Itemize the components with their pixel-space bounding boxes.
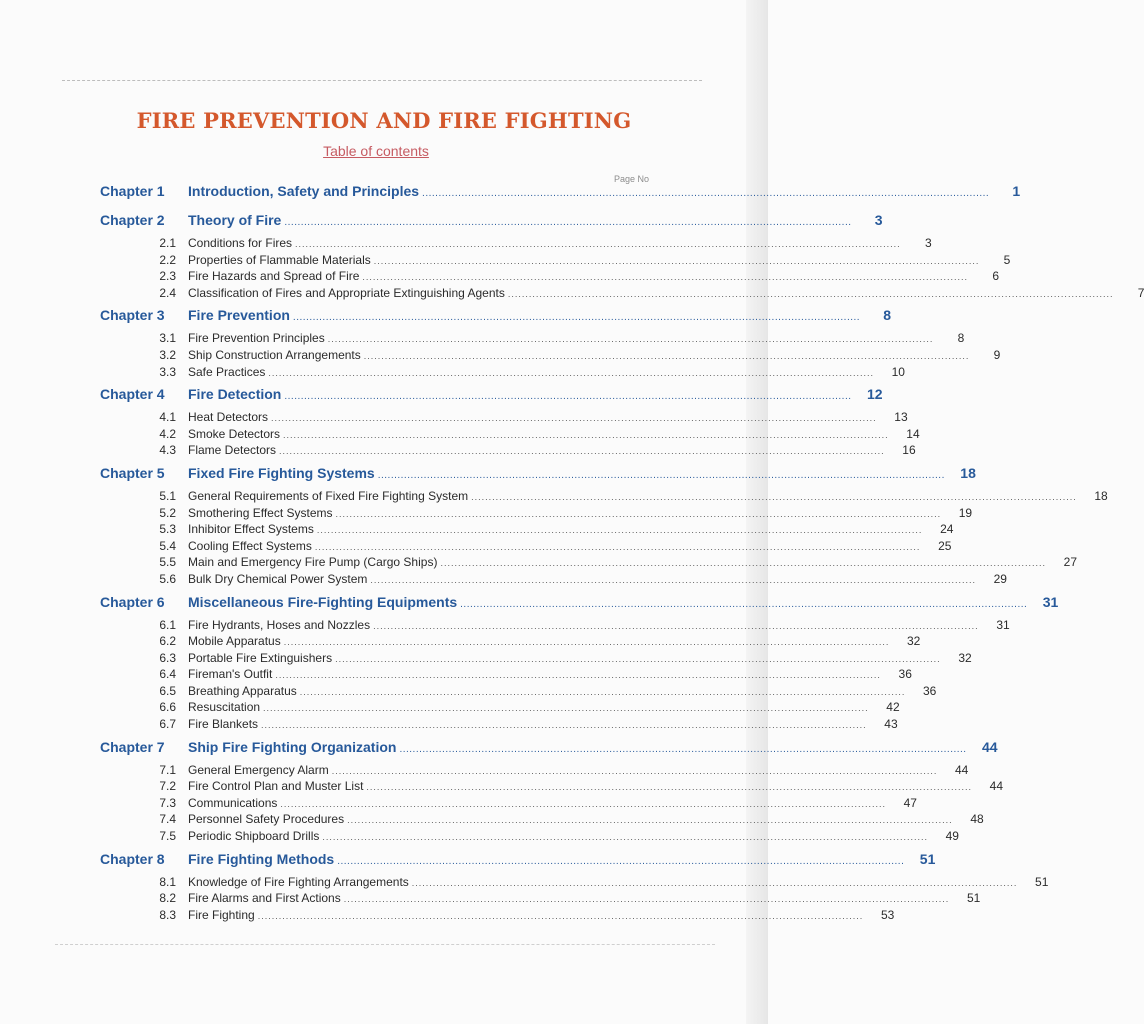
section-entry	[100, 829, 959, 846]
section-number: 8.3	[159, 907, 176, 922]
section-entry	[100, 488, 1108, 506]
dot-leader: .............................................................................................................................................................................	[284, 391, 852, 403]
section-number: 4.1	[159, 410, 176, 425]
section-entry	[100, 907, 895, 925]
section-number: 5.2	[159, 505, 176, 520]
dot-leader: .............................................................................................................................................................................	[335, 508, 942, 519]
page-number: 16	[902, 443, 916, 458]
section-entry	[100, 795, 917, 813]
chapter-entry	[100, 593, 1059, 618]
dot-leader: .............................................................................................................................................................................	[343, 894, 950, 905]
section-number: 6.5	[159, 683, 176, 698]
section-number: 3.3	[159, 364, 176, 379]
section-number: 6.7	[159, 717, 176, 732]
dot-leader: .............................................................................................................................................................................	[335, 653, 941, 664]
section-entry	[100, 874, 1049, 892]
section-title: Portable Fire Extinguishers	[188, 650, 333, 665]
dot-leader: .............................................................................................................................................................................	[471, 491, 1077, 502]
section-number: 6.3	[159, 650, 176, 665]
section-number: 2.3	[159, 269, 176, 284]
page-number: 48	[970, 812, 984, 827]
page-number: 36	[922, 683, 937, 698]
section-title: General Requirements of Fixed Fire Fighting System	[188, 488, 469, 503]
chapter-entry	[100, 850, 936, 875]
section-number: 6.1	[159, 617, 176, 632]
dot-leader: .............................................................................................................................................................................	[322, 832, 928, 843]
section-number: 4.3	[159, 443, 176, 458]
section-entry	[100, 538, 952, 556]
section-number: 7.1	[159, 762, 176, 777]
toc-heading: Table of contents	[323, 143, 429, 159]
section-title: Fire Hydrants, Hoses and Nozzles	[188, 617, 371, 632]
section-number: 5.6	[159, 571, 176, 586]
section-entry	[100, 617, 1010, 635]
dot-leader: .............................................................................................................................................................................	[284, 217, 852, 228]
page-number: 6	[992, 269, 1000, 284]
chapter-entry	[100, 738, 998, 763]
section-title: Fireman's Outfit	[188, 667, 273, 682]
section-entry	[100, 555, 1078, 572]
section-title: Properties of Flammable Materials	[188, 252, 371, 267]
section-entry	[100, 683, 937, 701]
page-number: 25	[938, 538, 952, 553]
dot-leader: .............................................................................................................................................................................	[316, 525, 923, 536]
section-title: Fire Fighting	[188, 907, 255, 922]
section-title: Periodic Shipboard Drills	[188, 829, 320, 844]
page-number: 3	[874, 212, 883, 228]
section-entry	[100, 426, 920, 444]
dot-leader: .............................................................................................................................................................................	[362, 272, 969, 283]
section-title: Classification of Fires and Appropriate Extinguishing Agents	[188, 285, 505, 300]
scan-edge-bottom	[55, 944, 715, 945]
page-number: 32	[906, 634, 921, 649]
section-number: 3.1	[159, 331, 176, 346]
section-title: Resuscitation	[188, 700, 261, 715]
section-number: 2.2	[159, 252, 176, 267]
section-entry	[100, 634, 921, 651]
section-title: Mobile Apparatus	[188, 634, 281, 649]
section-entry	[100, 347, 1001, 365]
document-title: FIRE PREVENTION AND FIRE FIGHTING	[136, 108, 632, 133]
dot-leader: .............................................................................................................................................................................	[422, 188, 990, 199]
dot-leader: .............................................................................................................................................................................	[347, 815, 953, 826]
page-number: 7	[1137, 285, 1144, 300]
page-number: 36	[898, 667, 912, 682]
page-number: 32	[958, 650, 972, 665]
chapter-number: Chapter 6	[100, 593, 165, 610]
page-number: 24	[940, 522, 954, 537]
chapter-number: Chapter 8	[100, 850, 165, 867]
section-entry	[100, 571, 1007, 589]
page-number: 49	[945, 829, 959, 844]
dot-leader: .............................................................................................................................................................................	[331, 765, 938, 776]
section-title: Breathing Apparatus	[188, 683, 297, 698]
page-number: 27	[1063, 555, 1078, 570]
section-entry	[100, 331, 965, 348]
section-entry	[100, 779, 1003, 796]
dot-leader: .............................................................................................................................................................................	[263, 703, 869, 714]
section-entry	[100, 762, 969, 780]
page-number: 44	[954, 762, 969, 777]
dot-leader: .............................................................................................................................................................................	[460, 598, 1028, 610]
section-number: 7.4	[159, 812, 176, 827]
section-entry	[100, 443, 916, 460]
dot-leader: .............................................................................................................................................................................	[279, 446, 885, 457]
page-number: 8	[957, 331, 965, 346]
section-entry	[100, 364, 905, 382]
page-number: 14	[906, 426, 920, 441]
dot-leader: .............................................................................................................................................................................	[280, 798, 886, 809]
chapter-title: Ship Fire Fighting Organization	[188, 738, 397, 755]
section-title: Heat Detectors	[188, 410, 269, 425]
chapter-entry	[100, 212, 883, 236]
page-number: 51	[966, 891, 981, 906]
dot-leader: .............................................................................................................................................................................	[275, 670, 881, 681]
dot-leader: .............................................................................................................................................................................	[411, 877, 1018, 888]
dot-leader: .............................................................................................................................................................................	[327, 334, 934, 345]
section-title: Flame Detectors	[188, 443, 277, 458]
chapter-entry	[100, 386, 883, 410]
page-number: 51	[1035, 874, 1049, 889]
section-title: Communications	[188, 795, 278, 810]
page-number: 18	[1094, 488, 1108, 503]
section-entry	[100, 505, 973, 523]
dot-leader: .............................................................................................................................................................................	[271, 413, 877, 424]
chapter-number: Chapter 1	[100, 183, 165, 199]
dot-leader: .............................................................................................................................................................................	[261, 720, 867, 731]
scan-edge-top	[62, 80, 702, 81]
dot-leader: .............................................................................................................................................................................	[257, 910, 864, 921]
section-title: Fire Blankets	[188, 717, 259, 732]
section-title: Main and Emergency Fire Pump (Cargo Ships)	[188, 555, 438, 570]
page-number: 51	[919, 850, 936, 867]
section-number: 5.1	[159, 488, 176, 503]
section-number: 3.2	[159, 347, 176, 362]
dot-leader: .............................................................................................................................................................................	[507, 288, 1114, 299]
page-number: 12	[866, 386, 883, 403]
section-entry	[100, 285, 1144, 303]
dot-leader: .............................................................................................................................................................................	[373, 255, 980, 266]
dot-leader: .............................................................................................................................................................................	[337, 855, 905, 867]
page-number: 31	[1042, 593, 1059, 610]
page-number: 5	[1003, 252, 1011, 267]
chapter-title: Miscellaneous Fire-Fighting Equipments	[188, 593, 458, 610]
section-number: 4.2	[159, 426, 176, 441]
chapter-entry	[100, 307, 892, 331]
section-number: 8.2	[159, 891, 176, 906]
page-number: 19	[958, 505, 973, 520]
section-title: Fire Alarms and First Actions	[188, 891, 341, 906]
page-number: 13	[894, 410, 908, 425]
section-entry	[100, 236, 932, 253]
section-entry	[100, 700, 900, 717]
section-title: Inhibitor Effect Systems	[188, 522, 314, 537]
section-title: Smoke Detectors	[188, 426, 281, 441]
section-title: Fire Hazards and Spread of Fire	[188, 269, 360, 284]
page-number: 42	[886, 700, 900, 715]
section-title: Bulk Dry Chemical Power System	[188, 571, 368, 586]
chapter-title: Fire Fighting Methods	[188, 850, 335, 867]
section-number: 6.2	[159, 634, 176, 649]
section-number: 5.3	[159, 522, 176, 537]
dot-leader: .............................................................................................................................................................................	[366, 782, 972, 793]
section-number: 2.4	[159, 285, 176, 300]
page-number: 18	[960, 464, 976, 481]
section-number: 6.4	[159, 667, 176, 682]
section-entry	[100, 717, 898, 734]
section-title: Cooling Effect Systems	[188, 538, 312, 553]
chapter-entry	[100, 183, 1021, 207]
section-number: 2.1	[159, 236, 176, 250]
section-entry	[100, 812, 984, 829]
dot-leader: .............................................................................................................................................................................	[314, 541, 921, 552]
dot-leader: .............................................................................................................................................................................	[373, 620, 979, 631]
page-number: 47	[903, 795, 917, 810]
section-title: Safe Practices	[188, 364, 266, 379]
section-number: 6.6	[159, 700, 176, 715]
chapter-title: Fixed Fire Fighting Systems	[188, 464, 375, 481]
section-entry	[100, 410, 908, 427]
dot-leader: .............................................................................................................................................................................	[440, 558, 1047, 569]
section-entry	[100, 891, 981, 908]
dot-leader: .............................................................................................................................................................................	[363, 350, 970, 361]
page-number: 10	[891, 364, 905, 379]
chapter-entry	[100, 464, 976, 489]
chapter-number: Chapter 2	[100, 212, 165, 228]
section-title: Personnel Safety Procedures	[188, 812, 345, 827]
page-number: 1	[1012, 183, 1021, 199]
dot-leader: .............................................................................................................................................................................	[283, 429, 889, 440]
chapter-number: Chapter 7	[100, 738, 165, 755]
page-number: 53	[880, 907, 895, 922]
page-number: 31	[996, 617, 1010, 632]
dot-leader: .............................................................................................................................................................................	[292, 312, 861, 324]
page-number: 9	[993, 347, 1001, 362]
section-title: Smothering Effect Systems	[188, 505, 333, 520]
dot-leader: .............................................................................................................................................................................	[377, 469, 945, 481]
dot-leader: .............................................................................................................................................................................	[295, 239, 901, 249]
section-entry	[100, 269, 1000, 286]
section-entry	[100, 650, 972, 668]
page-number-header: Page No	[614, 174, 650, 184]
section-number: 8.1	[159, 874, 176, 889]
section-title: Fire Control Plan and Muster List	[188, 779, 364, 794]
section-title: Ship Construction Arrangements	[188, 347, 361, 362]
dot-leader: .............................................................................................................................................................................	[299, 686, 906, 697]
page-number: 8	[883, 307, 892, 324]
section-entry	[100, 522, 954, 539]
chapter-number: Chapter 5	[100, 464, 165, 481]
dot-leader: .............................................................................................................................................................................	[399, 743, 967, 755]
dot-leader: .............................................................................................................................................................................	[268, 367, 874, 378]
section-number: 7.2	[159, 779, 176, 794]
dot-leader: .............................................................................................................................................................................	[370, 574, 976, 585]
section-number: 5.4	[159, 538, 176, 553]
section-title: Conditions for Fires	[188, 236, 293, 250]
section-number: 7.3	[159, 795, 176, 810]
page-number: 44	[989, 779, 1003, 794]
page-number: 44	[982, 738, 998, 755]
chapter-title: Fire Prevention	[188, 307, 290, 324]
section-title: Fire Prevention Principles	[188, 331, 325, 346]
page-number: 43	[884, 717, 898, 732]
chapter-number: Chapter 3	[100, 307, 165, 324]
section-title: Knowledge of Fire Fighting Arrangements	[188, 874, 409, 889]
chapter-title: Introduction, Safety and Principles	[188, 183, 420, 199]
section-number: 7.5	[159, 829, 176, 844]
section-entry	[100, 252, 1011, 270]
dot-leader: .............................................................................................................................................................................	[283, 637, 890, 648]
section-entry	[100, 667, 912, 684]
chapter-number: Chapter 4	[100, 386, 165, 403]
table-of-contents	[100, 183, 1144, 924]
chapter-title: Theory of Fire	[188, 212, 282, 228]
page-number: 29	[993, 571, 1007, 586]
section-title: General Emergency Alarm	[188, 762, 329, 777]
chapter-title: Fire Detection	[188, 386, 282, 403]
page-number: 3	[924, 236, 932, 250]
section-number: 5.5	[159, 555, 176, 570]
